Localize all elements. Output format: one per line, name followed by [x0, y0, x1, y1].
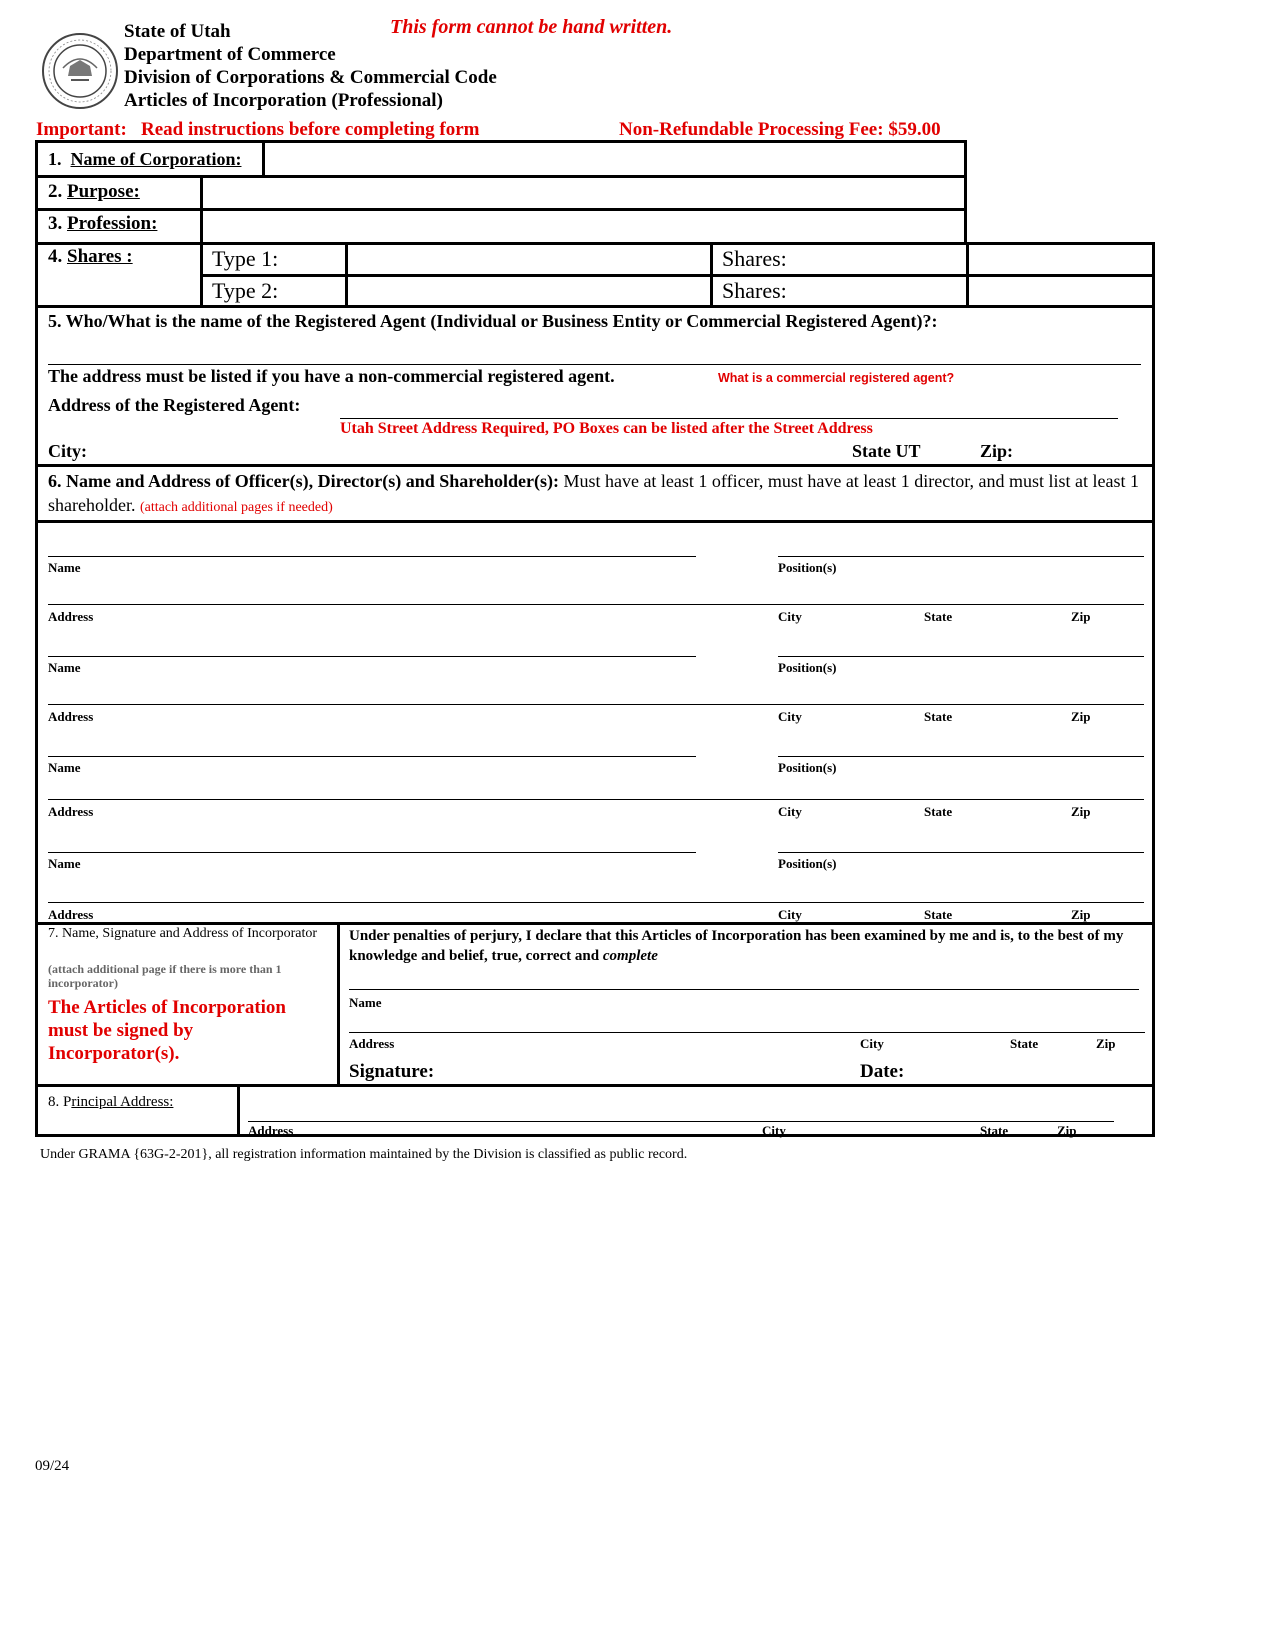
incorporator-state-label: State	[1010, 1036, 1039, 1051]
section-3-label: Profession:	[67, 213, 158, 234]
section-6-heading-block	[48, 469, 1143, 520]
section-6-attach-note: (attach additional pages if needed)	[139, 500, 333, 515]
section-7-title: 7. Name, Signature and Address of Incorporator	[48, 926, 318, 941]
incorporator-city-label: City	[860, 1036, 884, 1051]
section-2-label: Purpose:	[67, 181, 140, 202]
perjury-declaration	[349, 926, 1144, 966]
principal-address-line[interactable]	[248, 1121, 1114, 1122]
officer-2-name-line[interactable]	[48, 656, 696, 657]
officer-2-state-label: State	[924, 709, 953, 724]
processing-fee: Non-Refundable Processing Fee: $59.00	[619, 119, 941, 140]
share-type-2-label: Type 2:	[212, 278, 279, 303]
officer-4-position-line[interactable]	[778, 852, 1144, 853]
section-8-label: rincipal Address:	[71, 1094, 174, 1110]
officer-1-city-label: City	[778, 609, 802, 624]
header-line-state: State of Utah	[124, 21, 231, 42]
perjury-declaration-text: Under penalties of perjury, I declare that this Articles of Incorporation has been examined by me and is, to the best of my knowledge and belief, true, correct and	[349, 928, 1124, 964]
grama-notice: Under GRAMA {63G-2-201}, all registration information maintained by the Division is classified as public record.	[40, 1147, 688, 1162]
officer-3-zip-label: Zip	[1071, 804, 1091, 819]
officer-3-name-line[interactable]	[48, 756, 696, 757]
officer-2-address-label: Address	[48, 709, 94, 724]
important-label: Important:	[36, 119, 127, 140]
officer-2-city-label: City	[778, 709, 802, 724]
registered-agent-question: 5. Who/What is the name of the Registered Agent (Individual or Business Entity or Commercial Registered Agent)?:	[48, 311, 938, 331]
agent-zip-label: Zip:	[980, 441, 1014, 461]
date-label: Date:	[860, 1061, 905, 1082]
form-version: 09/24	[35, 1458, 70, 1474]
section-8-number: 8. P	[48, 1094, 72, 1110]
incorporator-address-label: Address	[349, 1036, 395, 1051]
section-6-requirements: Must have at least 1 officer, must have at least 1 director, and must list at least 1 shareholder.	[48, 471, 1140, 515]
agent-state-label: State UT	[852, 441, 921, 461]
officer-1-address-line[interactable]	[48, 604, 1144, 605]
shares-2-label: Shares:	[722, 278, 787, 303]
officer-2-address-line[interactable]	[48, 704, 1144, 705]
officer-4-city-label: City	[778, 907, 802, 922]
header-line-division: Division of Corporations & Commercial Code	[124, 67, 497, 88]
officer-3-address-label: Address	[48, 804, 94, 819]
officer-4-name-label: Name	[48, 856, 81, 871]
officer-2-zip-label: Zip	[1071, 709, 1091, 724]
officer-1-name-label: Name	[48, 560, 81, 575]
utah-state-seal	[41, 32, 119, 110]
must-sign-notice: The Articles of Incorporation must be signed by Incorporator(s).	[48, 997, 287, 1064]
shares-2-field[interactable]	[972, 278, 1150, 304]
section-1-label: Name of Corporation:	[70, 149, 242, 169]
street-address-note: Utah Street Address Required, PO Boxes can be listed after the Street Address	[340, 420, 873, 437]
registered-agent-address-note: The address must be listed if you have a non-commercial registered agent.	[48, 366, 615, 386]
officer-3-city-label: City	[778, 804, 802, 819]
handwritten-warning: This form cannot be hand written.	[390, 16, 673, 38]
officer-2-position-label: Position(s)	[778, 660, 837, 675]
officer-3-state-label: State	[924, 804, 953, 819]
section-7-attach-note: (attach additional page if there is more than 1 incorporator)	[48, 962, 282, 990]
officer-4-address-label: Address	[48, 907, 94, 922]
profession-field[interactable]	[206, 212, 960, 241]
share-type-1-label: Type 1:	[212, 246, 279, 271]
officer-3-position-label: Position(s)	[778, 760, 837, 775]
officer-1-state-label: State	[924, 609, 953, 624]
officer-3-position-line[interactable]	[778, 756, 1144, 757]
registered-agent-address-line[interactable]	[340, 418, 1118, 419]
officer-3-name-label: Name	[48, 760, 81, 775]
section-6-heading: 6. Name and Address of Officer(s), Director(s) and Shareholder(s):	[48, 471, 559, 491]
shares-1-label: Shares:	[722, 246, 787, 271]
officer-1-zip-label: Zip	[1071, 609, 1091, 624]
officer-4-position-label: Position(s)	[778, 856, 837, 871]
officer-1-position-line[interactable]	[778, 556, 1144, 557]
principal-city-label: City	[762, 1123, 786, 1138]
officer-2-position-line[interactable]	[778, 656, 1144, 657]
incorporator-address-line[interactable]	[349, 1032, 1145, 1033]
signature-field[interactable]	[450, 1058, 840, 1082]
section-1-number: 1.	[48, 149, 62, 169]
section-2-number: 2.	[48, 181, 63, 202]
registered-agent-address-label: Address of the Registered Agent:	[48, 395, 301, 415]
officer-1-name-line[interactable]	[48, 556, 696, 557]
principal-state-label: State	[980, 1123, 1009, 1138]
commercial-agent-link[interactable]: What is a commercial registered agent?	[718, 371, 955, 385]
incorporator-name-label: Name	[349, 995, 382, 1010]
share-type-2-field[interactable]	[351, 278, 705, 304]
share-type-1-field[interactable]	[351, 246, 705, 272]
officer-4-state-label: State	[924, 907, 953, 922]
principal-address-label: Address	[248, 1123, 294, 1138]
incorporator-name-line[interactable]	[349, 989, 1139, 990]
incorporator-zip-label: Zip	[1096, 1036, 1116, 1051]
header-line-form-title: Articles of Incorporation (Professional)	[124, 90, 443, 111]
officer-4-name-line[interactable]	[48, 852, 696, 853]
signature-label: Signature:	[349, 1061, 435, 1082]
section-3-number: 3.	[48, 213, 63, 234]
officer-1-position-label: Position(s)	[778, 560, 837, 575]
perjury-declaration-complete: complete	[602, 948, 658, 964]
section-4-label: Shares :	[67, 246, 133, 267]
officer-2-name-label: Name	[48, 660, 81, 675]
purpose-field[interactable]	[206, 179, 960, 207]
agent-city-label: City:	[48, 441, 87, 461]
section-4-number: 4.	[48, 246, 63, 267]
important-text: Read instructions before completing form	[141, 119, 480, 140]
officer-4-zip-label: Zip	[1071, 907, 1091, 922]
principal-zip-label: Zip	[1057, 1123, 1077, 1138]
officer-4-address-line[interactable]	[48, 902, 1144, 903]
shares-1-field[interactable]	[972, 246, 1150, 272]
header-line-department: Department of Commerce	[124, 44, 336, 65]
date-field[interactable]	[920, 1058, 1140, 1082]
corporation-name-field[interactable]	[268, 144, 960, 174]
officer-3-address-line[interactable]	[48, 799, 1144, 800]
officer-1-address-label: Address	[48, 609, 94, 624]
registered-agent-name-line[interactable]	[48, 364, 1141, 365]
